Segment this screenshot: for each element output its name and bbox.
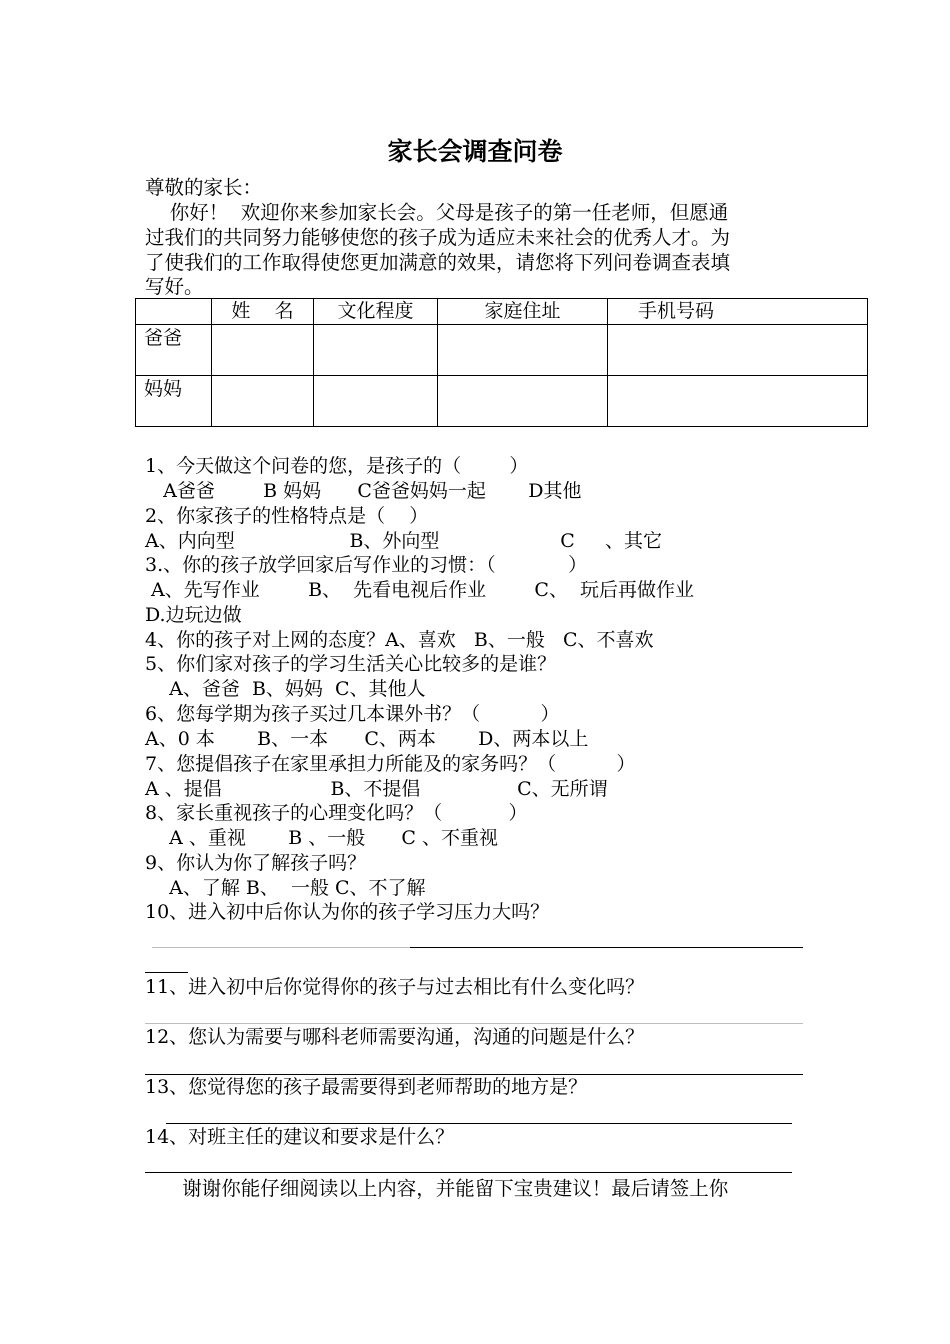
mother-education-cell[interactable] (314, 376, 438, 427)
question-1: 1、今天做这个问卷的您，是孩子的（ ） (145, 455, 529, 477)
question-10: 10、进入初中后你认为你的孩子学习压力大吗？ (145, 901, 550, 923)
question-6-options: A、0 本 B、一本 C、两本 D、两本以上 (145, 728, 589, 750)
answer-line-10a[interactable] (152, 947, 410, 948)
question-6: 6、您每学期为孩子买过几本课外书？（ ） (145, 703, 560, 725)
row-label-mother: 妈妈 (136, 376, 212, 427)
mother-name-cell[interactable] (212, 376, 314, 427)
table-row (136, 325, 868, 376)
father-name-cell[interactable] (212, 325, 314, 376)
mother-phone-cell[interactable] (608, 376, 868, 427)
question-4: 4、你的孩子对上网的态度？A、喜欢 B、一般 C、不喜欢 (145, 629, 654, 651)
table-header-phone: 手机号码 (608, 299, 868, 325)
table-header-education: 文化程度 (314, 299, 438, 325)
father-address-cell[interactable] (438, 325, 608, 376)
question-11: 11、进入初中后你觉得你的孩子与过去相比有什么变化吗？ (145, 976, 645, 998)
question-5-options: A、爸爸 B、妈妈 C、其他人 (145, 678, 426, 700)
question-3-options: A、先写作业 B、 先看电视后作业 C、 玩后再做作业 (145, 579, 695, 601)
intro-line-1: 你好！ 欢迎你来参加家长会。父母是孩子的第一任老师，但愿通 (145, 201, 729, 224)
question-3: 3.、你的孩子放学回家后写作业的习惯：（ ） (145, 554, 588, 576)
table-row (136, 376, 868, 427)
question-2: 2、你家孩子的性格特点是（ ） (145, 505, 429, 527)
closing-text: 谢谢你能仔细阅读以上内容，并能留下宝贵建议！最后请签上你 (145, 1177, 729, 1200)
question-12: 12、您认为需要与哪科老师需要沟通，沟通的问题是什么？ (145, 1026, 645, 1048)
father-education-cell[interactable] (314, 325, 438, 376)
table-header-row (136, 299, 868, 325)
answer-line-10b[interactable] (410, 947, 803, 948)
answer-line-14[interactable] (145, 1172, 792, 1173)
table-header-name: 姓 名 (212, 299, 314, 325)
question-7: 7、您提倡孩子在家里承担力所能及的家务吗？（ ） (145, 753, 636, 775)
father-phone-cell[interactable] (608, 325, 868, 376)
page-title: 家长会调查问卷 (387, 137, 563, 166)
intro-line-2: 过我们的共同努力能够使您的孩子成为适应未来社会的优秀人才。为 (145, 226, 731, 249)
greeting: 尊敬的家长： (145, 176, 263, 199)
question-3-option-d: D.边玩边做 (145, 604, 242, 626)
table-header-address: 家庭住址 (438, 299, 608, 325)
question-9: 9、你认为你了解孩子吗？ (145, 852, 367, 874)
answer-line-13[interactable] (166, 1123, 792, 1124)
question-2-options: A、内向型 B、外向型 C 、其它 (145, 530, 662, 552)
question-8: 8、家长重视孩子的心理变化吗？（ ） (145, 802, 528, 824)
question-8-options: A 、重视 B 、一般 C 、不重视 (145, 827, 499, 849)
question-13: 13、您觉得您的孩子最需要得到老师帮助的地方是？ (145, 1076, 588, 1098)
answer-line-11[interactable] (145, 1023, 803, 1024)
answer-line-10c[interactable] (145, 972, 188, 973)
question-7-options: A 、提倡 B、不提倡 C、无所谓 (145, 778, 608, 800)
table-header-cell (136, 299, 212, 325)
question-1-options: A爸爸 B 妈妈 C爸爸妈妈一起 D其他 (145, 480, 582, 502)
intro-line-4: 写好。 (145, 275, 204, 298)
row-label-father: 爸爸 (136, 325, 212, 376)
intro-line-3: 了使我们的工作取得使您更加满意的效果，请您将下列问卷调查表填 (145, 251, 731, 274)
question-9-options: A、了解 B、 一般 C、不了解 (145, 877, 426, 899)
parent-info-table (135, 298, 868, 427)
mother-address-cell[interactable] (438, 376, 608, 427)
question-14: 14、对班主任的建议和要求是什么？ (145, 1126, 455, 1148)
question-5: 5、你们家对孩子的学习生活关心比较多的是谁？ (145, 653, 557, 675)
